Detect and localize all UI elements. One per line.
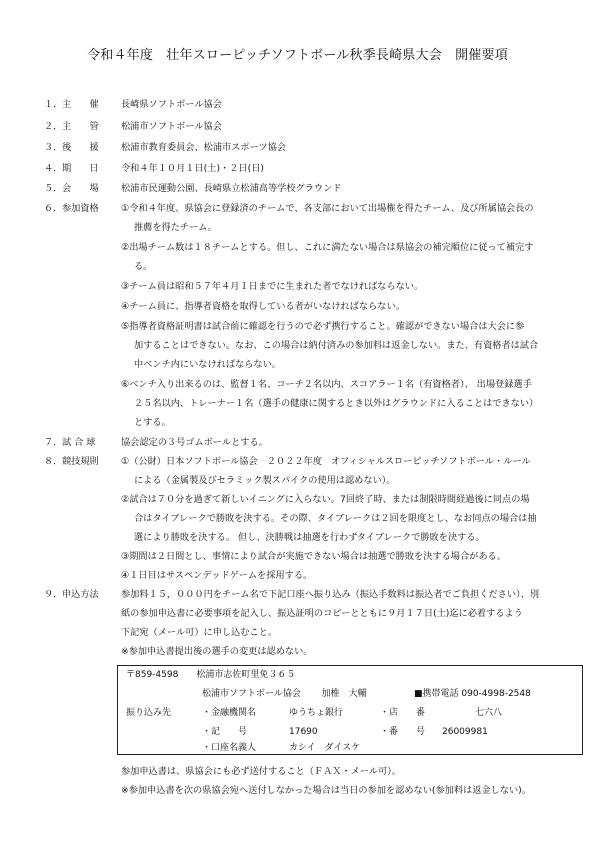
item-line: とする。 [134, 417, 171, 428]
item-number: ２． [44, 121, 63, 132]
number-label: ・番 号 [380, 727, 426, 737]
phone-number: ■携帯電話 090-4998-2548 [414, 689, 531, 699]
item-line: ①令和４年度、県協会に登録済のチームで、各支部において出場権を得たチーム、及び所属協会長の [121, 203, 534, 214]
item-line: ②出場チーム数は１８チームとする。但し、これに満たない場合は県協会の補完順位に従って補完す [121, 242, 534, 253]
item-number: ３． [44, 142, 63, 153]
item-line: ③期間は２日間とし、事情により試合が実施できない場合は抽選で勝敗を決する場合がある。 [121, 551, 506, 562]
item-line: ③チーム員は昭和５７年４月１日までに生まれた者でなければならない。 [121, 281, 424, 292]
item-line: 加することはできない。なお、この場合は納付済みの参加料は返金しない。また、有資格者は試合 [134, 340, 539, 351]
item-line: る。 [134, 261, 153, 272]
item-label: 参加資格 [62, 203, 99, 214]
item-content: 松浦市民運動公園、長崎県立松浦高等学校グラウンド [121, 183, 342, 194]
item-label: 期 日 [62, 163, 99, 174]
item-line: 推薦を得たチーム。 [134, 222, 217, 233]
item-number: ９． [44, 589, 63, 600]
item-label: 会 場 [62, 183, 99, 194]
item-line: による（金属製及びセラミック製スパイクの使用は認めない）。 [134, 475, 396, 486]
item-line: 中ベンチ内にいなければならない。 [134, 359, 281, 370]
item-number: ７． [44, 437, 63, 448]
item-line: ２５名以内、トレーナー１名（選手の健康に関するとき以外はグラウンドに入ることはできない） [134, 398, 539, 409]
footer-note: ※参加申込書を次の県協会宛へ送付しなかった場合は当日の参加を認めない(参加料は返金しない)。 [121, 785, 531, 796]
bank-label: ・金融機関名 [202, 708, 257, 718]
item-line: ④１日目はサスペンデッドゲームを採用する。 [121, 570, 313, 581]
item-line: 紙の参加申込書に必要事項を記入し、振込証明のコピーとともに９月１７日(土)迄に必着するよう [121, 608, 523, 619]
footer-note: 参加申込書は、県協会にも必ず送付すること（ＦＡＸ・メール可）。 [121, 766, 402, 777]
item-line: ①（公財）日本ソフトボール協会 ２０２２年度 オフィシャルスローピッチソフトボール・ルール [121, 456, 531, 467]
item-line: 参加料１５，０００円をチーム名で下記口座へ振り込み（振込手数料は振込者でご負担ください）、別 [121, 589, 540, 600]
item-content: 松浦市ソフトボール協会 [121, 121, 222, 132]
symbol-label: ・記 号 [202, 727, 248, 737]
symbol-value: 17690 [289, 727, 318, 737]
item-content: 長崎県ソフトボール協会 [121, 99, 222, 110]
document-title: 令和４年度 壮年スローピッチソフトボール秋季長崎県大会 開催要項 [87, 48, 508, 63]
application-address-box [117, 665, 583, 755]
item-content: 協会認定の３号ゴムボールとする。 [121, 437, 268, 448]
holder-value: カシイ ダイスケ [289, 743, 361, 753]
item-label: 主 催 [62, 99, 99, 110]
bank-value: ゆうちょ銀行 [289, 708, 344, 718]
item-label: 競技規則 [62, 456, 99, 467]
association-contact: 松浦市ソフトボール協会 加椎 大輔 [202, 689, 367, 699]
item-label: 試 合 球 [62, 437, 96, 448]
branch-value: 七六八 [475, 708, 503, 718]
item-line: ⑤指導者資格証明書は試合前に確認を行うので必ず携行すること。確認ができない場合は大会に参 [121, 321, 525, 332]
item-label: 後 援 [62, 142, 99, 153]
item-line: ⑥ベンチ入り出来るのは、監督１名、コーチ２名以内、スコアラー１名（有資格者）、 出場登録選手 [121, 379, 532, 390]
postal-address: 〒859-4598 松浦市志佐町里免３６５ [126, 670, 296, 680]
item-number: ５． [44, 183, 63, 194]
transfer-label: 振り込み先 [126, 708, 172, 718]
item-number: ６． [44, 203, 63, 214]
item-number: ８． [44, 456, 63, 467]
item-number: １． [44, 99, 63, 110]
item-line: 選により勝敗を決する。 但し、決勝戦は抽選を行わずタイブレークで勝敗を決する。 [134, 532, 485, 543]
branch-label: ・店 番 [380, 708, 426, 718]
item-line: ※参加申込書提出後の選手の変更は認めない。 [121, 646, 313, 657]
item-line: 下記宛（メール可）に申し込むこと。 [121, 627, 278, 638]
holder-label: ・口座名義人 [202, 743, 257, 753]
item-line: ②試合は７０分を過ぎて新しいイニングに入らない。7回終了時、または制限時間経過後に同点の場 [121, 494, 530, 505]
item-label: 主 管 [62, 121, 99, 132]
item-line: 合はタイブレークで勝敗を決する。その際、タイブレークは２回を限度とし、なお同点の場合は抽 [134, 513, 537, 524]
item-line: ④チーム員に、指導者資格を取得している者がいなければならない。 [121, 301, 405, 312]
item-content: 松浦市教育委員会、松浦市スポーツ協会 [121, 142, 287, 153]
item-number: ４． [44, 163, 63, 174]
item-content: 令和４年１０月１日(土)・２日(日) [121, 163, 264, 174]
number-value: 26009981 [442, 727, 488, 737]
item-label: 申込方法 [62, 589, 99, 600]
